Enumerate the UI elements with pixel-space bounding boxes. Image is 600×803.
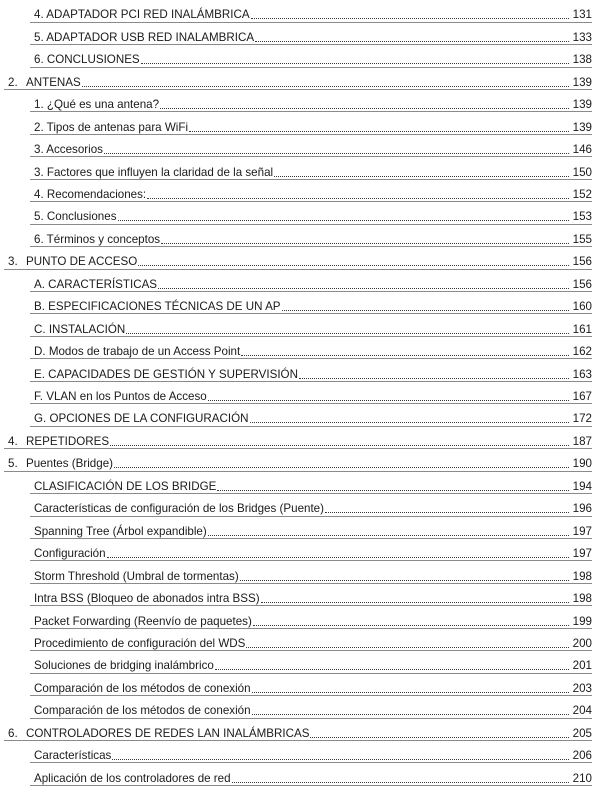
toc-entry-text: 3. Accesorios: [34, 143, 103, 157]
toc-entry-text: C. INSTALACIÓN: [34, 322, 126, 336]
toc-entry: [34, 337, 592, 359]
toc-entry-title: [34, 31, 255, 45]
dot-leader: [282, 300, 569, 314]
dot-leader: [299, 368, 569, 382]
toc-page-number: 201: [572, 659, 592, 673]
toc-entry-text: Soluciones de bridging inalámbrico: [34, 659, 214, 673]
toc-entry-text: PUNTO DE ACCESO: [26, 255, 138, 269]
dot-leader: [255, 31, 569, 45]
dot-leader: [215, 659, 569, 673]
toc-entry-title: [34, 570, 240, 584]
toc-section-entry: [8, 718, 592, 740]
toc-entry: [34, 112, 592, 134]
toc-entry-title: [34, 53, 141, 67]
toc-entry-title: [34, 8, 251, 22]
toc-entry: [34, 180, 592, 202]
toc-page-number: 206: [572, 749, 592, 763]
toc-entry: [34, 359, 592, 381]
toc-entry-text: 1. ¿Qué es una antena?: [34, 98, 160, 112]
toc-page-number: 167: [572, 390, 592, 404]
toc-entry-title: [34, 704, 252, 718]
toc-page-number: 139: [572, 98, 592, 112]
toc-entry-title: [34, 210, 118, 224]
toc-entry: [34, 225, 592, 247]
dot-leader: [250, 412, 569, 426]
toc-entry: [34, 696, 592, 718]
dot-leader: [112, 749, 569, 763]
toc-section-entry: [8, 427, 592, 449]
toc-page-number: 155: [572, 232, 592, 246]
dot-leader: [310, 727, 569, 741]
dot-leader: [252, 704, 569, 718]
toc-entry-text: Spanning Tree (Árbol expandible): [34, 524, 207, 538]
toc-entry-title: [34, 412, 250, 426]
dot-leader: [114, 457, 569, 471]
dot-leader: [261, 592, 569, 606]
toc-entry-text: Aplicación de los controladores de red: [34, 771, 231, 785]
dot-leader: [241, 345, 569, 359]
toc-entry-title: [34, 278, 158, 292]
toc-entry-title: [8, 255, 138, 269]
toc-entry-text: REPETIDORES: [26, 434, 110, 448]
toc-entry-text: E. CAPACIDADES DE GESTIÓN Y SUPERVISIÓN: [34, 367, 298, 381]
dot-leader: [158, 278, 569, 292]
toc-page-number: 199: [572, 614, 592, 628]
toc-entry: [34, 202, 592, 224]
toc-entry: [34, 651, 592, 673]
toc-entry-title: [34, 233, 161, 247]
toc-section-entry: [8, 247, 592, 269]
dot-leader: [160, 98, 569, 112]
toc-entry-text: G. OPCIONES DE LA CONFIGURACIÓN: [34, 412, 249, 426]
toc-entry-title: [34, 480, 217, 494]
dot-leader: [325, 502, 569, 516]
toc-page-number: 172: [572, 412, 592, 426]
toc-entry: [34, 741, 592, 763]
toc-page-number: 197: [572, 524, 592, 538]
toc-section-number: 6.: [8, 726, 18, 740]
toc-entry-title: [8, 76, 82, 90]
toc-entry-text: CLASIFICACIÓN DE LOS BRIDGE: [34, 479, 217, 493]
toc-page-number: 203: [572, 681, 592, 695]
toc-entry-title: [34, 525, 208, 539]
toc-entry-title: [34, 749, 112, 763]
toc-page-number: 156: [572, 277, 592, 291]
toc-entry-text: 5. ADAPTADOR USB RED INALAMBRICA: [34, 30, 255, 44]
toc-page-number: 131: [572, 8, 592, 22]
toc-entry-text: 4. ADAPTADOR PCI RED INALÁMBRICA: [34, 8, 250, 22]
dot-leader: [147, 188, 569, 202]
toc-entry-title: [34, 592, 261, 606]
dot-leader: [107, 547, 569, 561]
toc-page-number: 133: [572, 30, 592, 44]
toc-section-number: 2.: [8, 75, 18, 89]
toc-entry: [34, 269, 592, 291]
toc-entry-text: Puentes (Bridge): [26, 457, 113, 471]
dot-leader: [138, 255, 569, 269]
dot-leader: [274, 166, 569, 180]
toc-page-number: 161: [572, 322, 592, 336]
row-divider: [30, 785, 592, 786]
toc-section-number: 4.: [8, 434, 18, 448]
toc-entry: [34, 494, 592, 516]
toc-entry-title: [34, 659, 215, 673]
toc-entry-text: 6. CONCLUSIONES: [34, 53, 140, 67]
toc-entry-title: [34, 502, 325, 516]
toc-page-number: 198: [572, 569, 592, 583]
toc-entry-text: 3. Factores que influyen la claridad de la señal: [34, 165, 274, 179]
toc-entry: [34, 561, 592, 583]
toc-page-number: 139: [572, 75, 592, 89]
toc-entry-title: [34, 637, 246, 651]
toc-entry: [34, 404, 592, 426]
toc-entry-text: Packet Forwarding (Reenvío de paquetes): [34, 614, 252, 628]
toc-page-number: 163: [572, 367, 592, 381]
dot-leader: [253, 615, 569, 629]
toc-entry-text: Storm Threshold (Umbral de tormentas): [34, 569, 239, 583]
toc-entry-text: ANTENAS: [26, 75, 81, 89]
toc-entry: [34, 314, 592, 336]
toc-page-number: 205: [572, 726, 592, 740]
toc-entry: [34, 674, 592, 696]
toc-entry-text: Procedimiento de configuración del WDS: [34, 636, 246, 650]
toc-entry-title: [34, 166, 274, 180]
toc-entry-text: Intra BSS (Bloqueo de abonados intra BSS): [34, 592, 260, 606]
toc-page-number: 196: [572, 502, 592, 516]
dot-leader: [252, 682, 569, 696]
toc-entry-title: [34, 772, 232, 786]
toc-entry-title: [34, 300, 282, 314]
toc-section-number: 3.: [8, 255, 18, 269]
dot-leader: [217, 480, 569, 494]
toc-entry-title: [34, 368, 299, 382]
toc-page-number: 204: [572, 704, 592, 718]
toc-page-number: 152: [572, 187, 592, 201]
toc-entry: [34, 584, 592, 606]
toc-page-number: 197: [572, 547, 592, 561]
toc-entry-text: D. Modos de trabajo de un Access Point: [34, 345, 241, 359]
dot-leader: [161, 233, 569, 247]
toc-entry: [34, 45, 592, 67]
toc-entry: [34, 135, 592, 157]
toc-entry-title: [34, 98, 160, 112]
toc-entry-title: [34, 682, 252, 696]
toc-entry-title: [34, 143, 104, 157]
toc-page-number: 153: [572, 210, 592, 224]
toc-entry: [34, 22, 592, 44]
toc-page-number: 198: [572, 592, 592, 606]
toc-page-number: 139: [572, 120, 592, 134]
toc-entry-text: CONTROLADORES DE REDES LAN INALÁMBRICAS: [26, 726, 310, 740]
toc-entry: [34, 157, 592, 179]
toc-entry-text: A. CARACTERÍSTICAS: [34, 277, 158, 291]
dot-leader: [208, 390, 569, 404]
toc-entry-title: [8, 435, 110, 449]
toc-section-number: 5.: [8, 457, 18, 471]
toc-page-number: 160: [572, 300, 592, 314]
toc-entry: [34, 471, 592, 493]
dot-leader: [251, 8, 569, 22]
toc-entry-text: 6. Términos y conceptos: [34, 232, 161, 246]
toc-entry: [34, 382, 592, 404]
dot-leader: [232, 772, 569, 786]
toc-entry-text: 5. Conclusiones: [34, 210, 117, 224]
toc-page-number: 200: [572, 636, 592, 650]
toc-page-number: 162: [572, 345, 592, 359]
toc-entry: [34, 292, 592, 314]
toc-entry: [34, 90, 592, 112]
dot-leader: [110, 435, 569, 449]
toc-entry-text: 2. Tipos de antenas para WiFi: [34, 120, 189, 134]
toc-entry: [34, 629, 592, 651]
toc-page-number: 194: [572, 479, 592, 493]
toc-entry: [34, 539, 592, 561]
dot-leader: [208, 525, 569, 539]
toc-page-number: 138: [572, 53, 592, 67]
toc-entry-text: Comparación de los métodos de conexión: [34, 704, 251, 718]
toc-page-number: 187: [572, 434, 592, 448]
toc-entry: [34, 763, 592, 785]
toc-entry: [34, 0, 592, 22]
dot-leader: [104, 143, 569, 157]
toc-entry-title: [34, 345, 241, 359]
dot-leader: [240, 570, 569, 584]
toc-entry-title: [34, 323, 126, 337]
toc-page-number: 150: [572, 165, 592, 179]
toc-entry-text: Características: [34, 749, 112, 763]
toc-entry: [34, 516, 592, 538]
toc-entry-title: [34, 390, 208, 404]
toc-entry-text: Comparación de los métodos de conexión: [34, 681, 251, 695]
toc-page-number: 156: [572, 255, 592, 269]
dot-leader: [246, 637, 569, 651]
toc-entry-text: Configuración: [34, 547, 106, 561]
toc-entry-title: [34, 615, 253, 629]
toc-page-number: 146: [572, 143, 592, 157]
toc-entry-text: F. VLAN en los Puntos de Acceso: [34, 390, 207, 404]
toc-page-number: 210: [572, 771, 592, 785]
toc-entry: [34, 606, 592, 628]
toc-entry-title: [34, 188, 147, 202]
toc-entry-title: [8, 457, 114, 471]
toc-entry-title: [8, 727, 310, 741]
dot-leader: [141, 53, 569, 67]
dot-leader: [118, 210, 570, 224]
dot-leader: [189, 121, 569, 135]
toc-entry-title: [34, 547, 107, 561]
toc-section-entry: [8, 449, 592, 471]
toc-entry-text: 4. Recomendaciones:: [34, 187, 147, 201]
toc-entry-title: [34, 121, 189, 135]
toc-page-number: 190: [572, 457, 592, 471]
dot-leader: [126, 323, 569, 337]
dot-leader: [82, 76, 569, 90]
toc-section-entry: [8, 67, 592, 89]
toc-entry-text: B. ESPECIFICACIONES TÉCNICAS DE UN AP: [34, 300, 281, 314]
toc-entry-text: Características de configuración de los Bridges (Puente): [34, 502, 324, 516]
